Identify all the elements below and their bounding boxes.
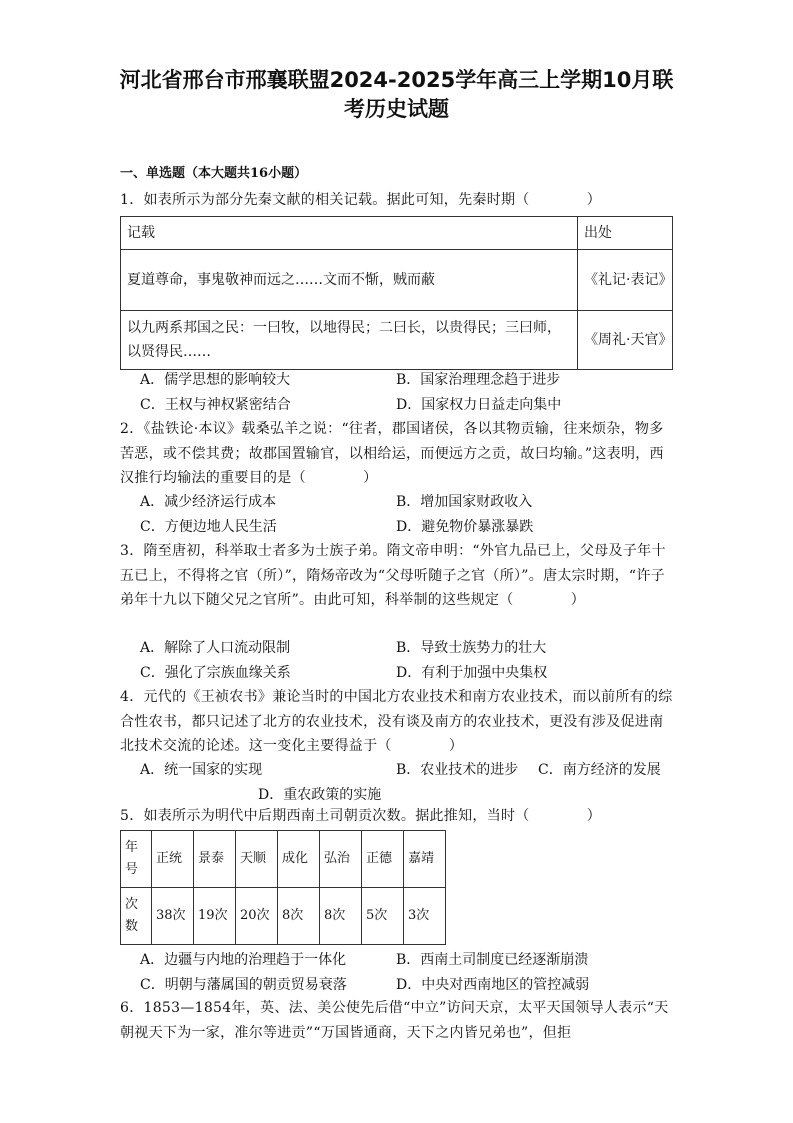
question-5-table [120,830,446,945]
question-1-stem: 1．如表所示为部分先秦文献的相关记载。据此可知，先秦时期（ ） [120,192,602,208]
table-cell-source: 《周礼·天官》 [578,311,673,370]
option-d[interactable]: D．重农政策的实施 [258,786,382,803]
option-b[interactable]: B．导致士族势力的壮大 [396,640,547,656]
question-1-table [120,216,673,370]
table-cell: 8次 [278,888,320,945]
question-3-options [140,636,680,685]
table-header: 天顺 [236,831,278,888]
option-a[interactable]: A．减少经济运行成本 [140,494,277,510]
table-header: 嘉靖 [404,831,446,888]
table-cell: 19次 [194,888,236,945]
option-c[interactable]: C．强化了宗族血缘关系 [140,664,291,681]
option-c[interactable]: C．南方经济的发展 [538,762,661,778]
table-cell-source: 《礼记·表记》 [578,250,673,311]
question-5-options [140,948,680,997]
document-title [60,66,733,124]
title-line-2: 考历史试题 [344,97,449,121]
question-4-options [140,758,680,807]
table-cell: 次数 [121,888,152,945]
option-c[interactable]: C．明朝与藩属国的朝贡贸易衰落 [140,976,347,993]
question-1-options [140,368,680,417]
question-2-stem: 2．《盐铁论·本议》载桑弘羊之说：“往者，郡国诸侯，各以其物贡输，往来烦杂，物多苦恶，或不偿其费；故郡国置输官，以相给运，而便远方之贡，故曰均输。”这表明，西汉推行均输法的重要目的是（ ） [120,421,664,486]
table-header: 景泰 [194,831,236,888]
option-d[interactable]: D．有利于加强中央集权 [396,664,548,681]
option-b[interactable]: B．增加国家财政收入 [396,494,533,510]
table-header: 正统 [152,831,194,888]
option-b[interactable]: B．农业技术的进步 [396,762,519,778]
table-cell-record: 夏道尊命，事鬼敬神而远之……文而不惭，贼而蔽 [121,250,578,311]
option-c[interactable]: C．方便边地人民生活 [140,518,277,535]
title-line-1: 河北省邢台市邢襄联盟2024-2025学年高三上学期10月联 [119,68,674,92]
option-d[interactable]: D．国家权力日益走向集中 [396,396,562,413]
table-header: 弘治 [320,831,362,888]
option-d[interactable]: D．中央对西南地区的管控减弱 [396,976,590,993]
table-cell: 3次 [404,888,446,945]
table-cell: 38次 [152,888,194,945]
table-cell-record: 以九两系邦国之民：一曰牧，以地得民；二曰长，以贵得民；三曰师，以贤得民…… [121,311,578,370]
section-heading: 一、单选题（本大题共16小题） [120,166,308,181]
table-header-record: 记载 [121,217,578,250]
table-cell: 5次 [362,888,404,945]
option-a[interactable]: A．边疆与内地的治理趋于一体化 [140,952,347,968]
option-c[interactable]: C．王权与神权紧密结合 [140,396,291,413]
option-b[interactable]: B．国家治理理念趋于进步 [396,372,561,388]
option-a[interactable]: A．解除了人口流动限制 [140,640,291,656]
option-a[interactable]: A．统一国家的实现 [140,762,263,778]
question-2-options [140,490,680,539]
table-header: 年号 [121,831,152,888]
table-header: 正德 [362,831,404,888]
option-d[interactable]: D．避免物价暴涨暴跌 [396,518,534,535]
table-cell: 20次 [236,888,278,945]
option-b[interactable]: B．西南土司制度已经逐渐崩溃 [396,952,589,968]
question-5-stem: 5．如表所示为明代中后期西南土司朝贡次数。据此推知，当时（ ） [120,808,602,824]
question-6-stem: 6．1853—1854年，英、法、美公使先后借“中立”访问天京，太平天国领导人表示“天朝视天下为一家，准尔等进贡”“万国皆通商，天下之内皆兄弟也”，但拒 [120,1000,669,1041]
question-3-stem: 3．隋至唐初，科举取士者多为士族子弟。隋文帝申明：“外官九品已上，父母及子年十五已上，不得将之官（所）”，隋炀帝改为“父母听随子之官（所）”。唐太宗时期，“许子弟年十九以下随父兄之官所”。由此可知，科举制的这些规定（ ） [120,543,666,608]
option-a[interactable]: A．儒学思想的影响较大 [140,372,291,388]
table-cell: 8次 [320,888,362,945]
question-4-stem: 4．元代的《王祯农书》兼论当时的中国北方农业技术和南方农业技术，而以前所有的综合性农书，都只记述了北方的农业技术，没有谈及南方的农业技术，更没有涉及促进南北技术交流的论述。这一变化主要得益于（ ） [120,689,673,754]
table-header: 成化 [278,831,320,888]
table-header-source: 出处 [578,217,673,250]
